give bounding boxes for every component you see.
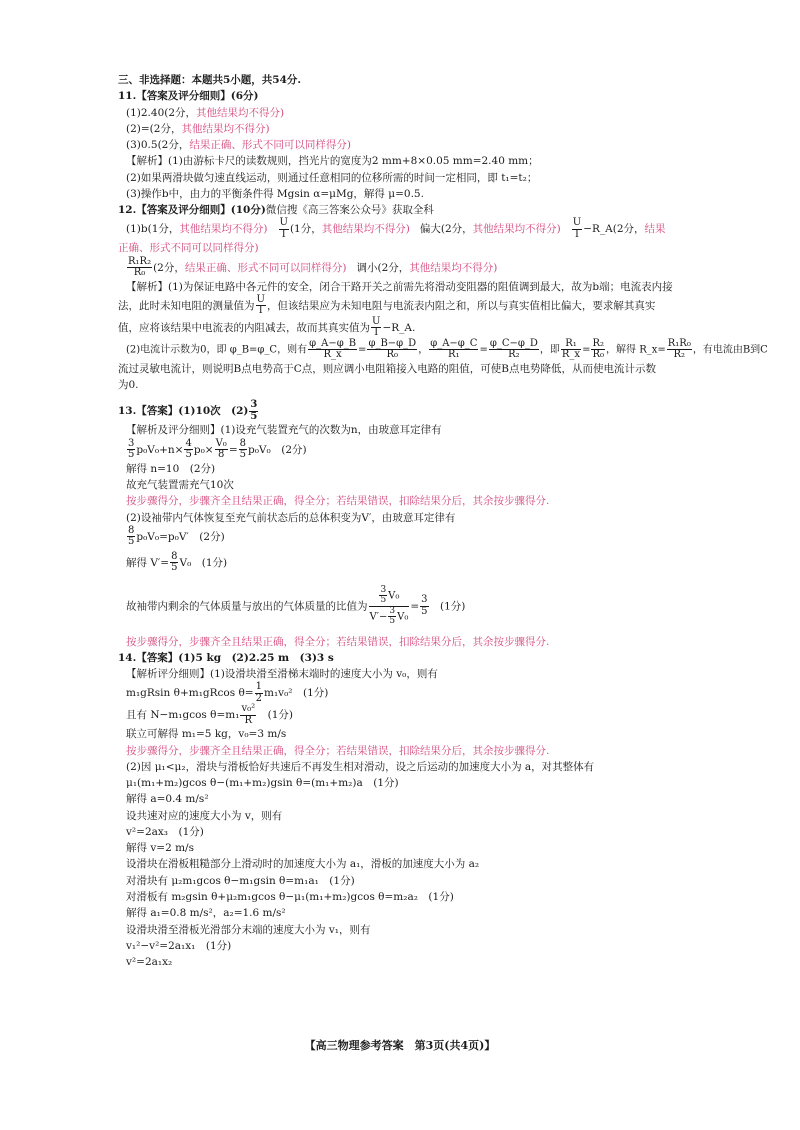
fraction-r-1: $\frac{\text{R₁}}{R\_x}$	[561, 337, 581, 361]
q13-ratio: 故袖带内剩余的气体质量与放出的气体质量的比值为 $\frac{3}{5}$ V₀ V′− $\frac{3}{5}$ V₀ = $\frac{3}{5}$ (1分)	[126, 584, 466, 627]
q12-a1-rule-2: 其他结果均不得分)	[321, 223, 410, 236]
q12-analysis-2: 法，此时未知电阻的测量值为 $\frac{U}{I}$ ，但该结果应为未知电阻与电流表内阻之和，所以与真实值相比偏大，要求解其真实	[118, 293, 656, 317]
page-footer: 【高三物理参考答案 第3页(共4页)】	[304, 1039, 496, 1052]
q14-line-12: v₁²−v²=2a₁x₁ (1分)	[126, 939, 232, 952]
fraction-phi-2: $\frac{\varphi\_B-\varphi\_D}{\text{R₀}}$	[368, 337, 417, 361]
q12-analysis-5: 流过灵敏电流计，则说明B点电势高于C点，则应调小电阻箱接入电路的阻值，可使B点电势降低，从而使电流计示数	[118, 362, 656, 375]
q13-equation-1: $\frac{3}{5}$ p₀V₀+n× $\frac{4}{5}$ p₀× $\frac{\text{V₀}}{8}$ = $\frac{8}{5}$ p₀V₀ (2分)	[128, 437, 307, 461]
q12-a1-c: 偏大(2分，	[419, 223, 473, 236]
q12-a1-rule-3: 其他结果均不得分)	[472, 223, 561, 236]
q13-scoring-note-2: 按步骤得分，步骤齐全且结果正确，得全分；若结果错误，扣除结果分后，其余按步骤得分.	[126, 635, 550, 648]
q12-a2-rule-1: 结果正确、形式不同可以同样得分)	[184, 261, 347, 274]
q13-result-1: 解得 n=10 (2分)	[126, 462, 216, 475]
q14-line-2: μ₁(m₁+m₂)gcos θ−(m₁+m₂)gsin θ=(m₁+m₂)a (1分)	[126, 777, 399, 790]
q11-a1-rule: 其他结果均不得分)	[196, 106, 285, 119]
q13-heading: 13.【答案】(1)10次 (2) $\frac{3}{5}$	[118, 399, 258, 422]
q12-analysis-1: 【解析】(1)为保证电路中各元件的安全，闭合干路开关之前需先将滑动变阻器的阻值调到最大，故为b端；电流表内接	[126, 280, 673, 293]
q14-line-3: 解得 a=0.4 m/s²	[126, 793, 209, 806]
q11-a3-text: (3)0.5(2分，	[126, 139, 190, 152]
q13-conclusion-1: 故充气装置需充气10次	[126, 478, 234, 491]
fraction-u-over-i: $\frac{U}{I}$	[279, 217, 288, 240]
q12-a1-d: −R_A(2分，	[583, 223, 645, 236]
fraction-e4: $\frac{8}{5}$	[128, 524, 135, 548]
fraction-e1-4: $\frac{8}{5}$	[239, 437, 246, 461]
q11-analysis-2: (2)如果两滑块做匀速直线运动，则通过任意相同的位移所需的时间一定相同，即 t₁=t₂；	[126, 171, 538, 184]
question-14	[118, 650, 718, 971]
q14-line-8: 对滑块有 μ₂m₁gcos θ−m₁gsin θ=m₁a₁ (1分)	[126, 874, 355, 887]
fraction-e1-3: $\frac{\text{V₀}}{8}$	[215, 437, 227, 461]
q12-a1-text: (1)b(1分，	[126, 223, 180, 236]
q12-a2-b: 调小(2分，	[356, 261, 410, 274]
question-12	[118, 202, 768, 393]
q13-step-1: 【解析及评分细则】(1)设充气装置充气的次数为n，由玻意耳定律有	[126, 424, 442, 437]
fraction-u-over-i-4: $\frac{U}{I}$	[372, 315, 381, 339]
question-13	[118, 400, 718, 649]
q12-heading	[118, 202, 718, 218]
fraction-r1r2-over-r0: $\frac{\text{R₁R₂}}{\text{R₀}}$	[128, 255, 152, 279]
q11-a2-rule: 其他结果均不得分)	[181, 122, 270, 135]
q11-answer-1	[118, 105, 718, 121]
q12-a1-b: (1分，	[289, 223, 322, 236]
fraction-v0-sq-r: $\frac{\text{v₀²}}{R}$	[241, 703, 256, 726]
q14-line-1: (2)因 μ₁<μ₂，滑块与滑板恰好共速后不再发生相对滑动，设之后运动的加速度大小为 a，对其整体有	[126, 760, 595, 773]
q12-answer-2	[118, 257, 718, 279]
q12-a1-rule-4: 结果	[644, 223, 666, 236]
question-11	[118, 88, 718, 202]
fraction-r-2: $\frac{\text{R₂}}{\text{R₀}}$	[592, 337, 605, 361]
q12-head-text: 12.【答案及评分细则】(10分)	[118, 204, 266, 217]
q12-analysis-3: 值，应将该结果中电流表的内阻减去，故而其真实值为 $\frac{U}{I}$ −R_A.	[118, 315, 416, 339]
q12-answer-1	[118, 218, 718, 240]
fraction-3-5: $\frac{3}{5}$	[250, 399, 258, 422]
q11-a3-rule: 结果正确、形式不同可以同样得分)	[189, 139, 351, 152]
q11-answer-3	[118, 137, 718, 153]
q14-heading: 14.【答案】(1)5 kg (2)2.25 m (3)3 s	[118, 651, 334, 664]
q11-a1-text: (1)2.40(2分，	[126, 106, 197, 119]
q12-analysis-6: 为0.	[118, 379, 139, 392]
q11-heading: 11.【答案及评分细则】(6分)	[118, 90, 259, 103]
q12-a2-text: (2分，	[153, 261, 185, 274]
q14-line-6: 解得 v=2 m/s	[126, 842, 194, 855]
fraction-phi-1: $\frac{\varphi\_A-\varphi\_B}{R\_x}$	[309, 337, 357, 361]
q11-answer-2	[118, 121, 718, 137]
q11-a2-text: (2)=(2分，	[126, 122, 182, 135]
q13-equation-2: $\frac{8}{5}$ p₀V₀=p₀V′ (2分)	[128, 524, 225, 548]
q14-line-11: 设滑块滑至滑板光滑部分末端的速度大小为 v₁，则有	[126, 923, 371, 936]
q12-analysis-4: (2)电流计示数为0，即 φ_B=φ_C，则有 $\frac{\varphi\_A-\varphi\_B}{R\_x}$ = $\frac{\varphi\_B-\varphi\_D}{\text{R₀}}$ ， $\frac{\varphi\_A-\varphi\_C}{\text{R₁}}$ = $\frac{\varphi\_C-\varphi\_D}{\text{R₂}}$ ，即 $\frac{\text{R₁}}{R\_x}$ = $\frac{\text{R₂}}{\text{R₀}}$ ，解得 R_x= $\frac{\text{R₁R₀}}{\text{R₂}}$ ，有电流由B到C	[126, 337, 768, 361]
q12-answer-1-cont: 正确、形式不同可以同样得分)	[118, 242, 259, 255]
q13-scoring-note-1: 按步骤得分，步骤齐全且结果正确，得全分；若结果错误，扣除结果分后，其余按步骤得分.	[126, 495, 550, 508]
q13-result-2: 解得 V′= $\frac{8}{5}$ V₀ (1分)	[126, 550, 228, 574]
q14-line-4: 设共速对应的速度大小为 v，则有	[126, 809, 283, 822]
q14-line-10: 解得 a₁=0.8 m/s²，a₂=1.6 m/s²	[126, 907, 286, 920]
q14-step-1: 【解析评分细则】(1)设滑块滑至滑梯末端时的速度大小为 v₀，则有	[126, 668, 438, 681]
fraction-phi-4: $\frac{\varphi\_C-\varphi\_D}{\text{R₂}}$	[489, 337, 538, 361]
fraction-e1-1: $\frac{3}{5}$	[128, 437, 135, 461]
fraction-u-over-i-2: $\frac{U}{I}$	[572, 217, 582, 240]
q12-a2-rule-2: 其他结果均不得分)	[409, 261, 498, 274]
q12-a1-rule-1: 其他结果均不得分)	[179, 223, 268, 236]
fraction-u-over-i-3: $\frac{U}{I}$	[256, 293, 265, 317]
fraction-half: $\frac{1}{2}$	[255, 681, 262, 704]
q13-step-2: (2)设袖带内气体恢复至充气前状态后的总体积变为V′，由玻意耳定律有	[126, 511, 456, 524]
q14-equation-1: m₁gRsin θ+m₁gRcos θ= $\frac{1}{2}$ m₁v₀² (1分)	[126, 681, 329, 704]
q14-line-13: v²=2a₁x₂	[126, 956, 173, 969]
fraction-e1-2: $\frac{4}{5}$	[185, 437, 192, 461]
fraction-r-3: $\frac{\text{R₁R₀}}{\text{R₂}}$	[667, 337, 691, 361]
fraction-e5: $\frac{8}{5}$	[171, 550, 178, 574]
q14-equation-2: 且有 N−m₁gcos θ=m₁ $\frac{\text{v₀²}}{R}$ (1分)	[126, 703, 293, 726]
fraction-ratio: $\frac{3}{5}$ V₀ V′− $\frac{3}{5}$ V₀	[369, 584, 409, 627]
q14-result-1: 联立可解得 m₁=5 kg，v₀=3 m/s	[126, 728, 287, 741]
q14-line-7: 设滑块在滑板粗糙部分上滑动时的加速度大小为 a₁，滑板的加速度大小为 a₂	[126, 858, 480, 871]
fraction-ratio-result: $\frac{3}{5}$	[421, 594, 428, 617]
answer-content	[118, 72, 768, 970]
section-header: 三、非选择题：本题共5小题，共54分.	[118, 74, 302, 86]
q11-analysis-3: (3)操作b中，由力的平衡条件得 Mgsin α=μMg，解得 μ=0.5.	[126, 187, 424, 200]
fraction-phi-3: $\frac{\varphi\_A-\varphi\_C}{\text{R₁}}$	[430, 337, 478, 361]
q14-line-9: 对滑板有 m₂gsin θ+μ₂m₁gcos θ−μ₁(m₁+m₂)gcos θ=m₂a₂ (1分)	[126, 890, 454, 903]
q14-scoring-note: 按步骤得分，步骤齐全且结果正确，得全分；若结果错误，扣除结果分后，其余按步骤得分.	[126, 744, 550, 757]
q11-analysis-1: 【解析】(1)由游标卡尺的读数规则，挡光片的宽度为2 mm+8×0.05 mm=2.40 mm；	[126, 155, 539, 168]
q14-line-5: v²=2ax₃ (1分)	[126, 825, 204, 838]
q12-head-extra: 微信搜《高三答案公众号》获取全科	[265, 204, 434, 217]
